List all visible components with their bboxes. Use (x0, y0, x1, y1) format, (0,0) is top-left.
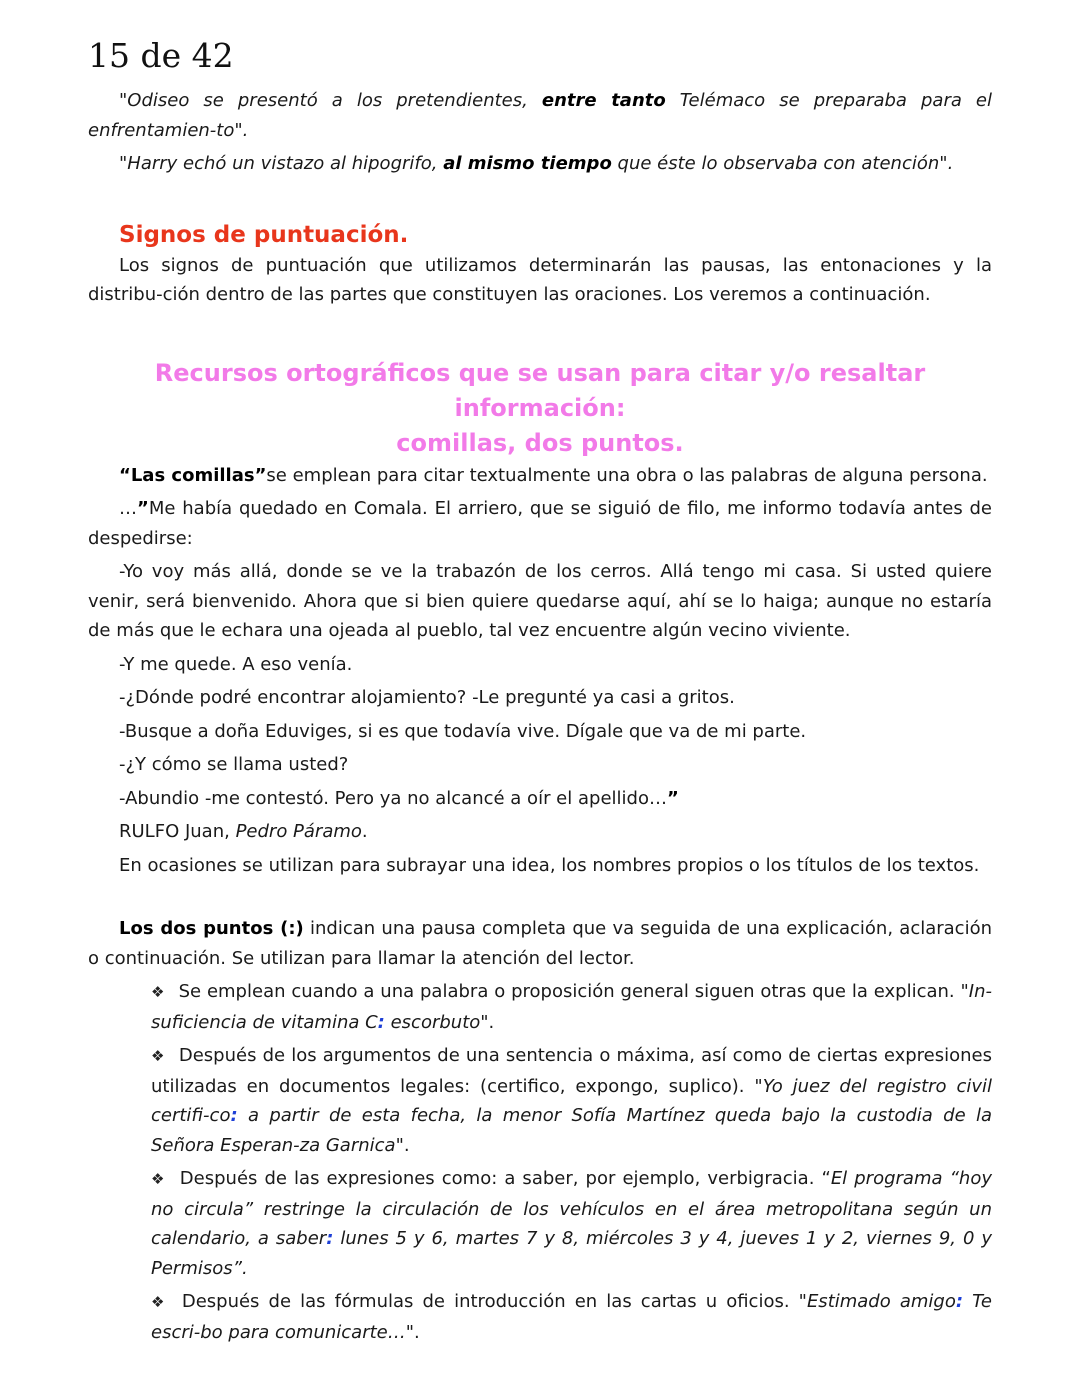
list-item (151, 1041, 992, 1160)
example-text: Yo juez del registro civil certifi-co (151, 1075, 993, 1126)
intro-text: se emplean para citar textualmente una obra o las palabras de alguna persona. (266, 464, 988, 486)
quote-mark: ” (137, 498, 149, 519)
bullet-text: Después de las fórmulas de introducción en las cartas u oficios. " (181, 1291, 807, 1312)
example-text: El programa “hoy no circula” restringe la circulación de los vehículos en el área metropolitana según un calendario, a saber (151, 1168, 992, 1249)
heading-signos: Signos de puntuación. (119, 221, 409, 248)
quote-text: -Abundio -me contestó. Pero ya no alcancé a oír el apellido… (119, 787, 667, 809)
citation (88, 817, 992, 847)
example-text: "Harry echó un vistazo al hipogrifo, (119, 153, 444, 174)
quote-line: -Busque a doña Eduviges, si es que todavía vive. Dígale que va de mi parte. (119, 720, 807, 742)
page-number: 15 de 42 (88, 36, 234, 75)
diamond-bullet-icon: ❖ (151, 983, 165, 1001)
diamond-bullet-icon: ❖ (151, 1170, 166, 1188)
connector-bold: entre tanto (541, 90, 666, 111)
example-text: lunes 5 y 6, martes 7 y 8, miércoles 3 y 4, jueves 1 y 2, viernes 9, 0 y Permisos”. (151, 1228, 992, 1279)
bullet-text: Después de las expresiones como: a saber, por ejemplo, verbigracia. “ (179, 1168, 831, 1189)
quote-line: -¿Dónde podré encontrar alojamiento? -Le pregunté ya casi a gritos. (119, 687, 735, 708)
quote-line: -Y me quede. A eso venía. (119, 653, 353, 675)
citation-work: Pedro Páramo (235, 821, 362, 842)
colon-highlight: : (230, 1105, 238, 1126)
colon-highlight: : (955, 1291, 964, 1312)
example-text: que éste lo observaba con atención". (611, 153, 954, 174)
example-text: Te escri-bo para comunicarte… (151, 1291, 993, 1343)
bullet-text: Después de los argumentos de una sentencia o máxima, así como de ciertas expresiones utilizadas en documentos legales: (certifico, expongo, suplico). " (151, 1045, 992, 1097)
diamond-bullet-icon: ❖ (151, 1293, 168, 1311)
diamond-bullet-icon: ❖ (151, 1047, 165, 1065)
list-item (151, 1287, 992, 1347)
intro-text: indican una pausa completa que va seguida de una explicación, aclaración o continuación. Se utilizan para llamar la atención del lector. (88, 918, 992, 969)
bullet-text: ". (405, 1321, 420, 1343)
list-item (151, 1164, 992, 1283)
signos-paragraph: Los signos de puntuación que utilizamos determinarán las pausas, las entonaciones y la distribu-ción dentro de las partes que constituyen las oraciones. Los veremos a continuación. (88, 254, 992, 305)
citation-end: . (361, 821, 368, 842)
example-text: "Odiseo se presentó a los pretendientes, (119, 90, 542, 111)
term-bold: “Las comillas” (119, 464, 267, 486)
quote-first (88, 494, 992, 553)
quote-line: -Yo voy más allá, donde se ve la trabazón de los cerros. Allá tengo mi casa. Si usted quiere venir, será bienvenido. Ahora que si bien quiere quedarse aquí, ahí se lo haiga; aunque no estaría de más que le echara una ojeada al pueblo, tal vez encuentre algún vecino viviente. (88, 561, 992, 641)
bullet-text: ". (480, 1011, 495, 1033)
heading-recursos (88, 356, 992, 461)
heading-line: Recursos ortográficos que se usan para citar y/o resaltar información: (154, 358, 926, 422)
example-text: In-suficiencia de vitamina C (151, 981, 992, 1033)
example-odiseo (88, 86, 992, 145)
example-text: a partir de esta fecha, la menor Sofía Martínez queda bajo la custodia de la Señora Esperan-za Garnica (151, 1105, 992, 1156)
example-harry (88, 149, 992, 179)
dos-puntos-intro (88, 914, 992, 973)
quote-text: Me había quedado en Comala. El arriero, que se siguió de filo, me informo todavía antes de despedirse: (88, 498, 992, 549)
quote-line: -¿Y cómo se llama usted? (119, 754, 349, 775)
quote-last-line (88, 784, 992, 814)
term-bold: Los dos puntos (:) (119, 918, 304, 939)
comillas-intro (88, 461, 992, 491)
heading-line: comillas, dos puntos. (396, 428, 684, 457)
document-body (88, 86, 992, 1347)
connector-bold: al mismo tiempo (443, 153, 612, 174)
colon-highlight: : (377, 1011, 385, 1033)
bullet-text: Se emplean cuando a una palabra o proposición general siguen otras que la explican. " (178, 981, 969, 1002)
colon-highlight: : (326, 1228, 334, 1249)
list-item (151, 977, 992, 1037)
citation-author: RULFO Juan, (119, 821, 236, 842)
example-text: Estimado amigo (806, 1291, 956, 1312)
bullet-list (151, 977, 992, 1347)
example-text: Telémaco se preparaba para el enfrentamien-to". (88, 90, 992, 141)
bullet-text: ". (395, 1134, 410, 1156)
quote-mark: ” (666, 787, 679, 809)
comillas-note: En ocasiones se utilizan para subrayar una idea, los nombres propios o los títulos de los textos. (119, 854, 980, 876)
ellipsis: … (119, 498, 137, 519)
example-text: escorbuto (384, 1011, 481, 1033)
